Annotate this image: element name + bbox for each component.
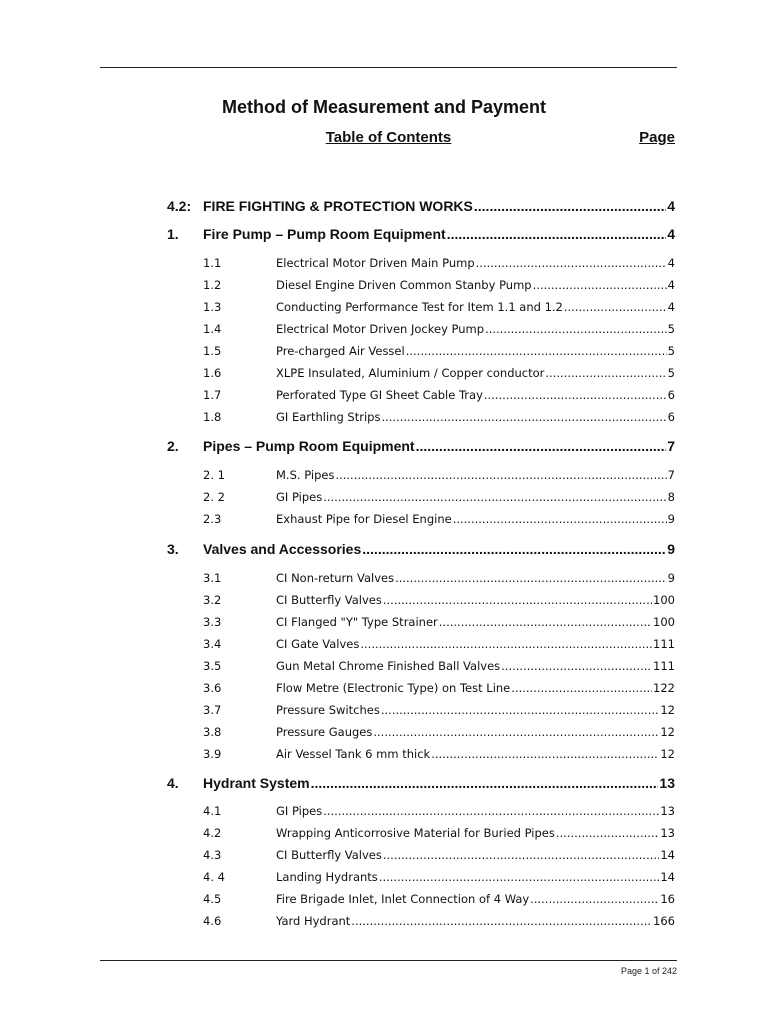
toc-entry-number: 3.8 (203, 725, 222, 739)
toc-entry-page: 13 (660, 804, 675, 818)
toc-entry-title: Pre-charged Air Vessel (276, 344, 405, 358)
footer-rule (100, 960, 677, 961)
dot-leader (447, 224, 667, 244)
dot-leader (431, 745, 659, 763)
toc-entry-title: Air Vessel Tank 6 mm thick (276, 747, 431, 761)
toc-entry-number: 3.7 (203, 703, 222, 717)
toc-entry-number: 3.9 (203, 747, 222, 761)
toc-entry-title: CI Gate Valves (276, 637, 360, 651)
toc-entry-title: Valves and Accessories (203, 541, 362, 557)
toc-entry-number: 1.7 (203, 388, 222, 402)
dot-leader (556, 824, 659, 842)
toc-subsection-entry[interactable] (203, 679, 675, 699)
dot-leader (533, 276, 667, 294)
toc-entry-title: Pressure Switches (276, 703, 380, 717)
dot-leader (381, 701, 660, 719)
toc-entry-page: 4 (667, 256, 675, 270)
toc-entry-title: Fire Pump – Pump Room Equipment (203, 226, 446, 242)
toc-entry-number: 3.1 (203, 571, 222, 585)
toc-entry-page: 12 (660, 725, 675, 739)
toc-entry-number: 1. (167, 226, 179, 242)
dot-leader (501, 657, 652, 675)
toc-entry-title: Exhaust Pipe for Diesel Engine (276, 512, 452, 526)
toc-subsection-entry[interactable] (203, 386, 675, 406)
dot-leader (545, 364, 666, 382)
toc-entry-page: 14 (660, 848, 675, 862)
toc-entry-number: 4.2: (167, 198, 192, 214)
toc-subsection-entry[interactable] (203, 613, 675, 633)
toc-entry-number: 1.8 (203, 410, 222, 424)
toc-entry-number: 4.3 (203, 848, 222, 862)
toc-subsection-entry[interactable] (203, 298, 675, 318)
toc-entry-number: 3.6 (203, 681, 222, 695)
dot-leader (383, 591, 652, 609)
toc-entry-title: Hydrant System (203, 775, 310, 791)
toc-entry-number: 2. 2 (203, 490, 225, 504)
dot-leader (383, 846, 659, 864)
toc-entry-title: Electrical Motor Driven Main Pump (276, 256, 475, 270)
toc-entry-number: 3.2 (203, 593, 222, 607)
dot-leader (395, 569, 667, 587)
toc-entry-title: CI Non-return Valves (276, 571, 395, 585)
toc-entry-page: 122 (653, 681, 675, 695)
dot-leader (360, 635, 652, 653)
toc-subsection-entry[interactable] (203, 276, 675, 296)
toc-entry-title: Fire Brigade Inlet, Inlet Connection of 4 Way (276, 892, 530, 906)
toc-entry-number: 4.2 (203, 826, 222, 840)
dot-leader (474, 196, 666, 216)
toc-entry-title: Diesel Engine Driven Common Stanby Pump (276, 278, 532, 292)
toc-entry-page: 111 (653, 637, 675, 651)
toc-entry-page: 4 (667, 226, 675, 242)
toc-entry-page: 4 (667, 300, 675, 314)
toc-entry-number: 3.5 (203, 659, 222, 673)
toc-subsection-entry[interactable] (203, 510, 675, 530)
toc-section-entry[interactable] (167, 196, 675, 216)
dot-leader (484, 386, 667, 404)
toc-entry-title: M.S. Pipes (276, 468, 335, 482)
toc-entry-number: 3.3 (203, 615, 222, 629)
toc-section-entry[interactable] (167, 773, 675, 793)
toc-entry-page: 9 (667, 541, 675, 557)
toc-entry-title: Flow Metre (Electronic Type) on Test Line (276, 681, 511, 695)
toc-subsection-entry[interactable] (203, 466, 675, 486)
toc-entry-page: 6 (667, 388, 675, 402)
toc-entry-number: 1.1 (203, 256, 222, 270)
toc-subsection-entry[interactable] (203, 364, 675, 384)
toc-entry-page: 9 (667, 571, 675, 585)
toc-entry-page: 4 (667, 198, 675, 214)
toc-entry-page: 5 (667, 366, 675, 380)
toc-entry-page: 166 (653, 914, 675, 928)
toc-subsection-entry[interactable] (203, 912, 675, 932)
toc-entry-number: 1.3 (203, 300, 222, 314)
toc-subsection-entry[interactable] (203, 342, 675, 362)
toc-entry-number: 1.6 (203, 366, 222, 380)
toc-entry-number: 4.5 (203, 892, 222, 906)
toc-entry-number: 1.4 (203, 322, 222, 336)
toc-entry-number: 4.6 (203, 914, 222, 928)
toc-entry-page: 4 (667, 278, 675, 292)
dot-leader (362, 539, 666, 559)
toc-entry-number: 1.2 (203, 278, 222, 292)
toc-entry-page: 8 (667, 490, 675, 504)
toc-entry-title: Pipes – Pump Room Equipment (203, 438, 415, 454)
toc-entry-page: 111 (653, 659, 675, 673)
toc-entry-number: 4. (167, 775, 179, 791)
toc-subsection-entry[interactable] (203, 802, 675, 822)
toc-entry-page: 12 (660, 747, 675, 761)
toc-subsection-entry[interactable] (203, 824, 675, 844)
dot-leader (476, 254, 667, 272)
toc-subsection-entry[interactable] (203, 591, 675, 611)
dot-leader (485, 320, 667, 338)
header-rule (100, 67, 677, 68)
toc-subsection-entry[interactable] (203, 701, 675, 721)
dot-leader (406, 342, 667, 360)
toc-entry-title: Landing Hydrants (276, 870, 378, 884)
dot-leader (323, 802, 659, 820)
toc-entry-title: GI Earthling Strips (276, 410, 381, 424)
toc-subsection-entry[interactable] (203, 254, 675, 274)
toc-entry-title: GI Pipes (276, 804, 323, 818)
toc-entry-number: 4.1 (203, 804, 222, 818)
toc-subsection-entry[interactable] (203, 868, 675, 888)
toc-entry-page: 100 (653, 593, 675, 607)
toc-label: Table of Contents (325, 129, 452, 146)
toc-subsection-entry[interactable] (203, 846, 675, 866)
toc-subsection-entry[interactable] (203, 723, 675, 743)
toc-entry-page: 6 (667, 410, 675, 424)
toc-entry-title: Yard Hydrant (276, 914, 351, 928)
toc-entry-number: 2. 1 (203, 468, 225, 482)
toc-subsection-entry[interactable] (203, 488, 675, 508)
toc-entry-title: Wrapping Anticorrosive Material for Buried Pipes (276, 826, 555, 840)
dot-leader (311, 773, 659, 793)
toc-subsection-entry[interactable] (203, 657, 675, 677)
dot-leader (381, 408, 666, 426)
toc-entry-title: Pressure Gauges (276, 725, 373, 739)
document-title: Method of Measurement and Payment (221, 97, 547, 117)
toc-entry-number: 3.4 (203, 637, 222, 651)
toc-subsection-entry[interactable] (203, 320, 675, 340)
toc-subsection-entry[interactable] (203, 745, 675, 765)
toc-entry-page: 9 (667, 512, 675, 526)
dot-leader (439, 613, 652, 631)
toc-entry-page: 100 (653, 615, 675, 629)
toc-section-entry[interactable] (167, 539, 675, 559)
toc-entry-number: 2.3 (203, 512, 222, 526)
toc-entry-title: Electrical Motor Driven Jockey Pump (276, 322, 485, 336)
toc-entry-number: 3. (167, 541, 179, 557)
toc-entry-title: Conducting Performance Test for Item 1.1 and 1.2 (276, 300, 563, 314)
toc-subsection-entry[interactable] (203, 635, 675, 655)
toc-entry-title: FIRE FIGHTING & PROTECTION WORKS (203, 198, 473, 214)
page-number: Page 1 of 242 (620, 966, 677, 976)
toc-header (100, 129, 677, 147)
toc-entry-page: 7 (667, 438, 675, 454)
dot-leader (379, 868, 660, 886)
page-column-label: Page (639, 129, 675, 146)
toc-entry-page: 5 (667, 344, 675, 358)
dot-leader (416, 436, 667, 456)
toc-entry-page: 7 (667, 468, 675, 482)
toc-entry-page: 16 (660, 892, 675, 906)
toc-entry-number: 2. (167, 438, 179, 454)
toc-entry-page: 12 (660, 703, 675, 717)
dot-leader (335, 466, 666, 484)
toc-entry-title: GI Pipes (276, 490, 323, 504)
dot-leader (453, 510, 667, 528)
toc-entry-title: Perforated Type GI Sheet Cable Tray (276, 388, 483, 402)
toc-section-entry[interactable] (167, 224, 675, 244)
dot-leader (373, 723, 659, 741)
toc-entry-page: 13 (659, 775, 675, 791)
dot-leader (351, 912, 652, 930)
dot-leader (530, 890, 659, 908)
dot-leader (511, 679, 652, 697)
toc-entry-page: 13 (660, 826, 675, 840)
dot-leader (564, 298, 667, 316)
toc-subsection-entry[interactable] (203, 408, 675, 428)
toc-entry-title: CI Butterfly Valves (276, 593, 382, 607)
toc-entry-page: 5 (667, 322, 675, 336)
toc-subsection-entry[interactable] (203, 569, 675, 589)
toc-section-entry[interactable] (167, 436, 675, 456)
toc-entry-number: 4. 4 (203, 870, 225, 884)
toc-entry-number: 1.5 (203, 344, 222, 358)
toc-entry-title: CI Butterfly Valves (276, 848, 382, 862)
toc-subsection-entry[interactable] (203, 890, 675, 910)
toc-entry-page: 14 (660, 870, 675, 884)
toc-entry-title: Gun Metal Chrome Finished Ball Valves (276, 659, 501, 673)
toc-entry-title: XLPE Insulated, Aluminium / Copper conductor (276, 366, 545, 380)
dot-leader (323, 488, 666, 506)
toc-entry-title: CI Flanged "Y" Type Strainer (276, 615, 438, 629)
